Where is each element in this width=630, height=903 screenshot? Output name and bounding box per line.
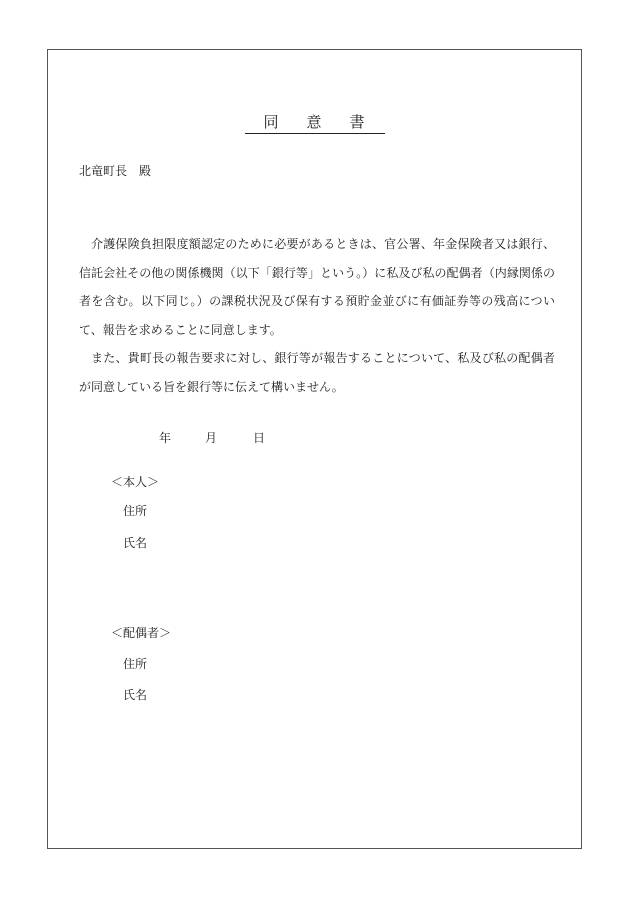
title-char-3: 書 [349,113,367,131]
date-year-label: 年 [159,431,172,445]
self-address-label: 住所 [123,504,148,518]
consent-body [79,230,555,401]
addressee: 北竜町長 殿 [79,164,152,178]
date-day-label: 日 [253,431,266,445]
document-title [245,111,385,134]
spouse-address-label: 住所 [123,657,148,671]
title-char-1: 同 [263,113,281,131]
self-name-label: 氏名 [123,536,148,550]
title-char-2: 意 [306,113,324,131]
date-month-label: 月 [205,431,218,445]
consent-paragraph-1: 介護保険負担限度額認定のために必要があるときは、官公署、年金保険者又は銀行、信託会社その他の関係機関（以下「銀行等」という。）に私及び私の配偶者（内縁関係の者を含む。以下同じ。）の課税状況及び保有する預貯金並びに有価証券等の残高について、報告を求めることに同意します。 [79,237,555,337]
consent-paragraph-2: また、貴町長の報告要求に対し、銀行等が報告することについて、私及び私の配偶者が同意している旨を銀行等に伝えて構いません。 [79,351,555,394]
self-section-heading: ＜本人＞ [111,475,160,489]
spouse-section-heading: ＜配偶者＞ [111,626,172,640]
spouse-name-label: 氏名 [123,688,148,702]
